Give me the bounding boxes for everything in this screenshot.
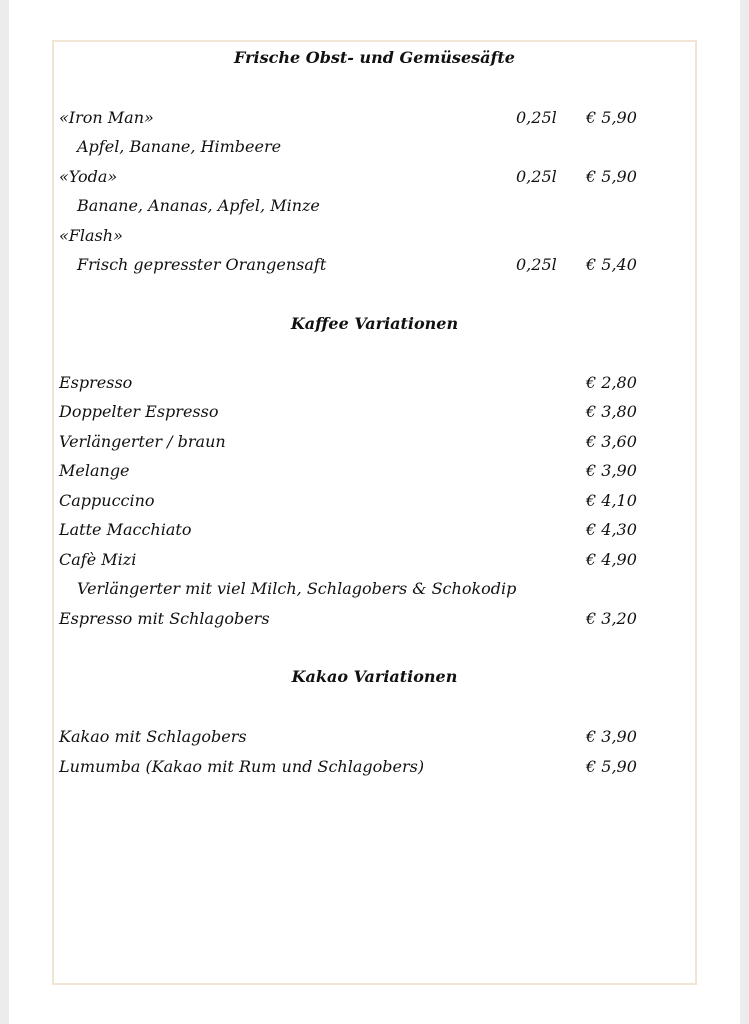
item-name-iron-man: «Iron Man» <box>59 108 154 127</box>
section-title-coffee: Kaffee Variationen <box>290 314 459 333</box>
item-description-yoda: Banane, Ananas, Apfel, Minze <box>77 196 320 215</box>
item-price-flash: € 5,40 <box>586 255 637 274</box>
item-name-verlaengerter: Verlängerter / braun <box>59 432 226 451</box>
section-title-cocoa: Kakao Variationen <box>291 667 458 686</box>
item-description-flash: Frisch gepresster Orangensaft <box>77 255 327 274</box>
item-volume-flash: 0,25l <box>516 255 557 274</box>
item-price-yoda: € 5,90 <box>586 167 637 186</box>
item-description-cafe-mizi: Verlängerter mit viel Milch, Schlagobers & Schokodip <box>77 579 517 598</box>
item-name-cafe-mizi: Cafè Mizi <box>59 550 137 569</box>
item-name-lumumba: Lumumba (Kakao mit Rum und Schlagobers) <box>59 757 425 776</box>
item-volume-iron-man: 0,25l <box>516 108 557 127</box>
item-description-iron-man: Apfel, Banane, Himbeere <box>77 137 282 156</box>
section-title-juices: Frische Obst- und Gemüsesäfte <box>234 48 515 67</box>
item-price-latte-macchiato: € 4,30 <box>586 520 637 539</box>
item-price-kakao-schlagobers: € 3,90 <box>586 727 637 746</box>
item-name-melange: Melange <box>59 461 130 480</box>
item-price-verlaengerter: € 3,60 <box>586 432 637 451</box>
item-name-latte-macchiato: Latte Macchiato <box>59 520 192 539</box>
item-price-espresso: € 2,80 <box>586 373 637 392</box>
item-price-cafe-mizi: € 4,90 <box>586 550 637 569</box>
item-price-cappuccino: € 4,10 <box>586 491 637 510</box>
item-name-espresso: Espresso <box>59 373 133 392</box>
item-price-melange: € 3,90 <box>586 461 637 480</box>
item-name-espresso-schlagobers: Espresso mit Schlagobers <box>59 609 270 628</box>
item-price-espresso-schlagobers: € 3,20 <box>586 609 637 628</box>
item-name-cappuccino: Cappuccino <box>59 491 155 510</box>
item-price-doppelter-espresso: € 3,80 <box>586 402 637 421</box>
item-name-kakao-schlagobers: Kakao mit Schlagobers <box>59 727 247 746</box>
item-name-yoda: «Yoda» <box>59 167 118 186</box>
item-name-doppelter-espresso: Doppelter Espresso <box>59 402 219 421</box>
item-price-iron-man: € 5,90 <box>586 108 637 127</box>
item-volume-yoda: 0,25l <box>516 167 557 186</box>
item-price-lumumba: € 5,90 <box>586 757 637 776</box>
item-name-flash: «Flash» <box>59 226 123 245</box>
